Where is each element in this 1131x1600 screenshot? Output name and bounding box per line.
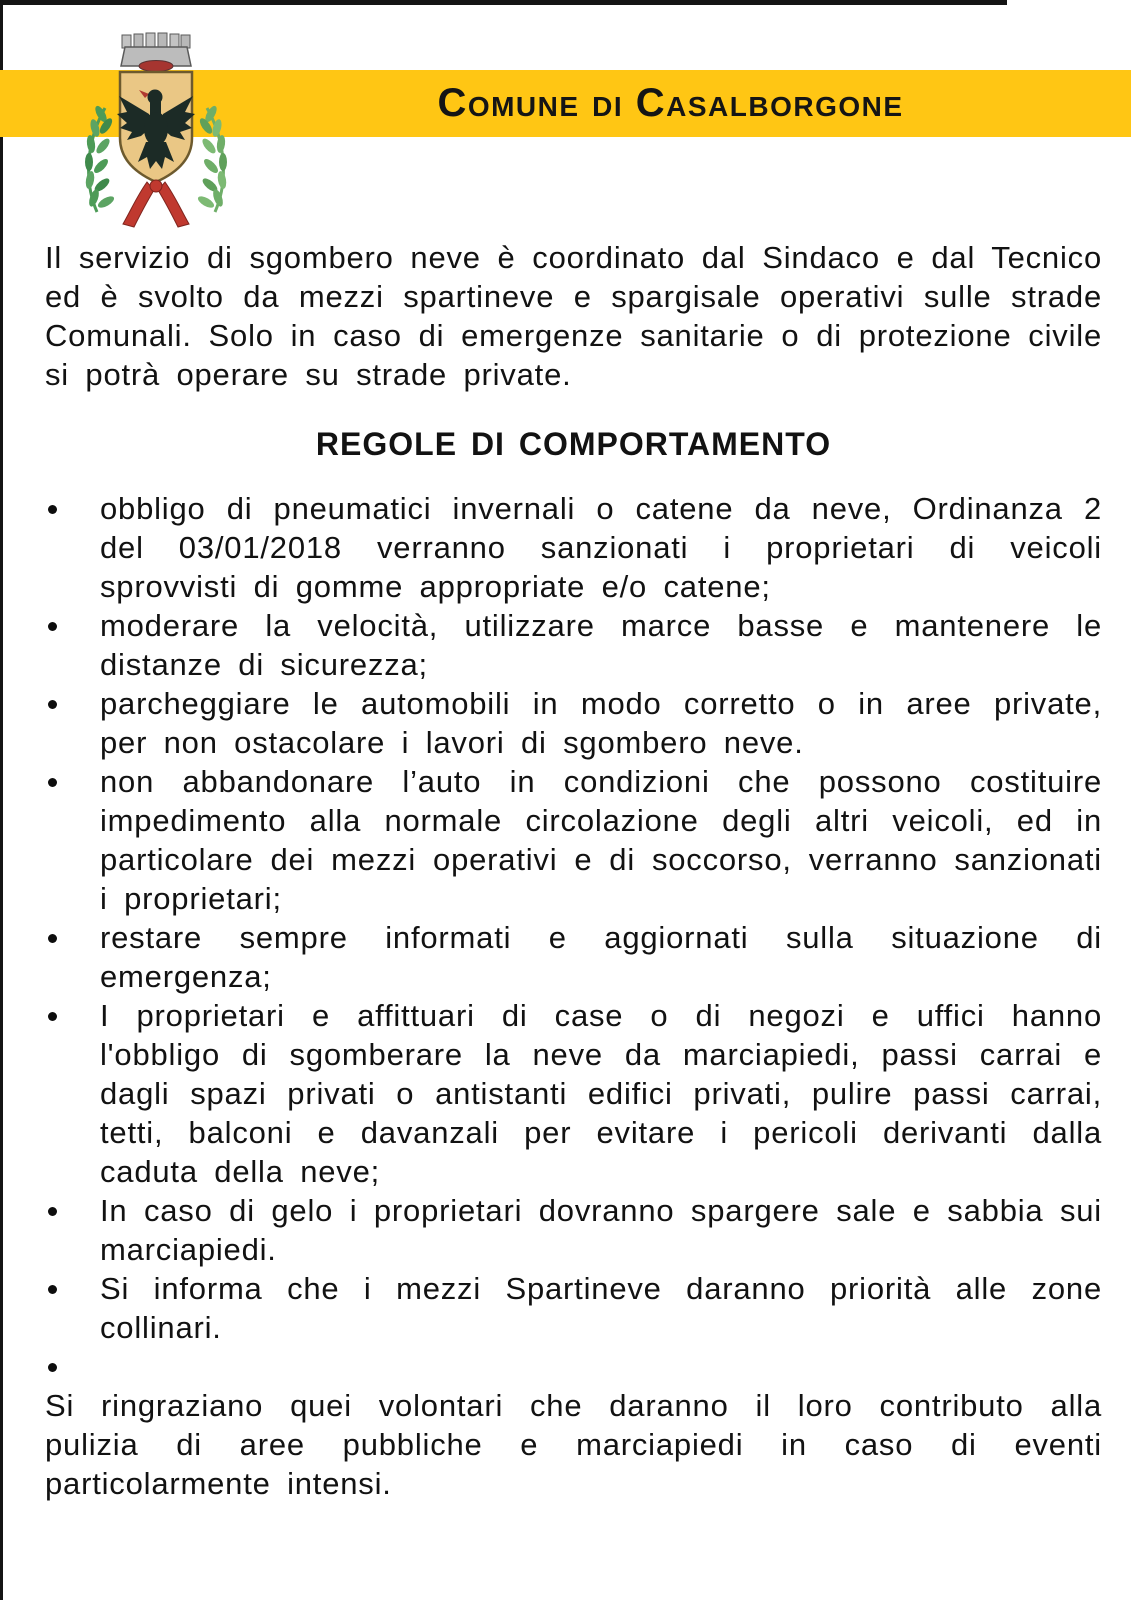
list-item-text: obbligo di pneumatici invernali o catene da neve, Ordinanza 2 del 03/01/2018 verranno sanzionati i proprietari di veicoli sprovvisti di gomme appropriate e/o catene;: [100, 491, 1102, 604]
list-item: [45, 684, 1102, 762]
list-item-empty: [45, 1347, 1102, 1386]
bullet-icon: [48, 622, 57, 631]
bullet-icon: [48, 1363, 57, 1372]
list-item: [45, 996, 1102, 1191]
list-item: [45, 918, 1102, 996]
bullet-icon: [48, 505, 57, 514]
list-item-text: In caso di gelo i proprietari dovranno spargere sale e sabbia sui marciapiedi.: [100, 1193, 1102, 1267]
bullet-icon: [48, 778, 57, 787]
list-item-text: moderare la velocità, utilizzare marce basse e mantenere le distanze di sicurezza;: [100, 608, 1102, 682]
bullet-icon: [48, 700, 57, 709]
bullet-icon: [48, 1207, 57, 1216]
document-body: [45, 0, 1102, 1503]
list-item: [45, 489, 1102, 606]
bullet-icon: [48, 1012, 57, 1021]
closing-paragraph: Si ringraziano quei volontari che daranno il loro contributo alla pulizia di aree pubbliche e marciapiedi in caso di eventi particolarmente intensi.: [45, 1388, 1102, 1501]
list-item-text: non abbandonare l’auto in condizioni che possono costituire impedimento alla normale circolazione degli altri veicoli, ed in particolare dei mezzi operativi e di soccorso, verranno sanzionati i proprietari;: [100, 764, 1102, 916]
page-title: Comune di Casalborgone: [437, 81, 904, 125]
list-item: [45, 762, 1102, 918]
list-item: [45, 1269, 1102, 1347]
list-item-text: restare sempre informati e aggiornati sulla situazione di emergenza;: [100, 920, 1102, 994]
rules-heading: REGOLE DI COMPORTAMENTO: [315, 426, 832, 462]
rules-list: [45, 489, 1102, 1386]
list-item-text: I proprietari e affittuari di case o di negozi e uffici hanno l'obbligo di sgomberare la neve da marciapiedi, passi carrai e dagli spazi privati o antistanti edifici privati, pulire passi carrai, tetti, balconi e davanzali per evitare i pericoli derivanti dalla caduta della neve;: [100, 998, 1102, 1189]
list-item: [45, 606, 1102, 684]
bullet-icon: [48, 934, 57, 943]
intro-paragraph: Il servizio di sgombero neve è coordinato dal Sindaco e dal Tecnico ed è svolto da mezzi spartineve e spargisale operativi sulle strade Comunali. Solo in caso di emergenze sanitarie o di protezione civile si potrà operare su strade private.: [45, 240, 1102, 392]
list-item: [45, 1191, 1102, 1269]
list-item-text: Si informa che i mezzi Spartineve daranno priorità alle zone collinari.: [100, 1271, 1102, 1345]
page-border-left: [0, 0, 3, 1600]
list-item-text: parcheggiare le automobili in modo corretto o in aree private, per non ostacolare i lavori di sgombero neve.: [100, 686, 1102, 760]
bullet-icon: [48, 1285, 57, 1294]
